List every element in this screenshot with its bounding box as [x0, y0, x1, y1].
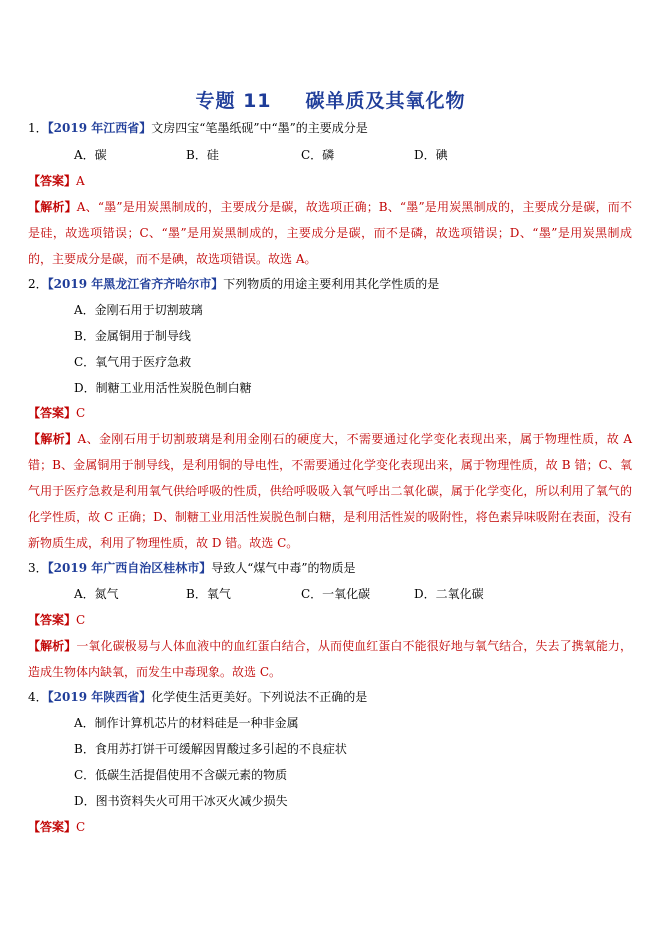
page-title	[0, 86, 661, 113]
question-text: 导致人“煤气中毒”的物质是	[211, 561, 356, 575]
question-4-option-b: B．食用苏打饼干可缓解因胃酸过多引起的不良症状	[74, 742, 347, 756]
answer-value: C	[76, 406, 86, 420]
question-3-answer: 【答案】C	[28, 613, 86, 627]
question-1-stem	[28, 121, 578, 135]
analysis-text: A、金刚石用于切割玻璃是利用金刚石的硬度大，不需要通过化学变化表现出来，属于物理性质，故 A 错；B、金属铜用于制导线，是利用铜的导电性，不需要通过化学变化表现出来，属于物理性质，故 B 错；C、氧气用于医疗急救是利用氧气供给呼吸的性质，供给呼吸吸入氧气呼出二氧化碳，属于化学变化，所以利用了氧气的化学性质，故 C 正确；D、制糖工业用活性炭脱色制白糖，是利用活性炭的吸附性，将色素异味吸附在表面，没有新物质生成，利用了物理性质，故 D 错。故选 C。	[28, 432, 632, 550]
question-1-analysis: 【解析】A、“墨”是用炭黑制成的，主要成分是碳，故选项正确；B、“墨”是用炭黑制成的，主要成分是碳，而不是硅，故选项错误；C、“墨”是用炭黑制成的，主要成分是碳，而不是磷，故选项错误；D、“墨”是用炭黑制成的，主要成分是碳，而不是碘，故选项错误。故选 A。	[28, 200, 632, 266]
question-2-option-d: D．制糖工业用活性炭脱色制白糖	[74, 381, 252, 395]
option-c: C．一氧化碳	[301, 587, 371, 601]
question-number: 1．	[28, 121, 48, 135]
option-d: D．二氧化碳	[414, 587, 484, 601]
question-source: 【2019 年江西省】	[47, 121, 152, 135]
option-a: A．碳	[74, 148, 107, 162]
question-text: 文房四宝“笔墨纸砚”中“墨”的主要成分是	[151, 121, 368, 135]
question-source: 【2019 年陕西省】	[47, 690, 152, 704]
question-4-stem	[28, 690, 578, 704]
answer-value: A	[76, 174, 85, 188]
question-text: 下列物质的用途主要利用其化学性质的是	[223, 277, 440, 291]
analysis-text: A、“墨”是用炭黑制成的，主要成分是碳，故选项正确；B、“墨”是用炭黑制成的，主要成分是碳，而不是硅，故选项错误；C、“墨”是用炭黑制成的，主要成分是碳，而不是磷，故选项错误；D、“墨”是用炭黑制成的，主要成分是碳，而不是碘，故选项错误。故选 A。	[28, 200, 632, 266]
question-4-option-d: D．图书资料失火可用干冰灭火减少损失	[74, 794, 288, 808]
question-1-answer: 【答案】A	[28, 174, 85, 188]
analysis-text: 一氧化碳极易与人体血液中的血红蛋白结合，从而使血红蛋白不能很好地与氧气结合，失去了携氧能力，造成生物体内缺氧，而发生中毒现象。故选 C。	[28, 639, 632, 679]
title-topic-name: 碳单质及其氧化物	[305, 90, 466, 112]
question-4-option-a: A．制作计算机芯片的材料硅是一种非金属	[74, 716, 299, 730]
option-b: B．氧气	[186, 587, 231, 601]
question-2-analysis: 【解析】A、金刚石用于切割玻璃是利用金刚石的硬度大，不需要通过化学变化表现出来，属于物理性质，故 A 错；B、金属铜用于制导线，是利用铜的导电性，不需要通过化学变化表现出来，属于物理性质，故 B 错；C、氧气用于医疗急救是利用氧气供给呼吸的性质，供给呼吸吸入氧气呼出二氧化碳，属于化学变化，所以利用了氧气的化学性质，故 C 正确；D、制糖工业用活性炭脱色制白糖，是利用活性炭的吸附性，将色素异味吸附在表面，没有新物质生成，利用了物理性质，故 D 错。故选 C。	[28, 432, 632, 550]
question-2-stem	[28, 277, 578, 291]
question-4-answer: 【答案】C	[28, 820, 86, 834]
question-source: 【2019 年黑龙江省齐齐哈尔市】	[47, 277, 224, 291]
question-2-option-c: C．氧气用于医疗急救	[74, 355, 192, 369]
question-source: 【2019 年广西自治区桂林市】	[47, 561, 212, 575]
option-b: B．硅	[186, 148, 219, 162]
option-d: D．碘	[414, 148, 448, 162]
title-topic-number: 专题 11	[195, 90, 272, 112]
question-2-option-b: B．金属铜用于制导线	[74, 329, 191, 343]
question-2-option-a: A．金刚石用于切割玻璃	[74, 303, 203, 317]
question-number: 3．	[28, 561, 48, 575]
question-number: 2．	[28, 277, 48, 291]
option-a: A．氮气	[74, 587, 119, 601]
question-text: 化学使生活更美好。下列说法不正确的是	[151, 690, 368, 704]
question-3-stem	[28, 561, 578, 575]
question-3-analysis: 【解析】一氧化碳极易与人体血液中的血红蛋白结合，从而使血红蛋白不能很好地与氧气结合，失去了携氧能力，造成生物体内缺氧，而发生中毒现象。故选 C。	[28, 639, 632, 679]
question-4-option-c: C．低碳生活提倡使用不含碳元素的物质	[74, 768, 288, 782]
question-2-answer: 【答案】C	[28, 406, 86, 420]
question-number: 4．	[28, 690, 48, 704]
option-c: C．磷	[301, 148, 335, 162]
answer-value: C	[76, 820, 86, 834]
answer-value: C	[76, 613, 86, 627]
